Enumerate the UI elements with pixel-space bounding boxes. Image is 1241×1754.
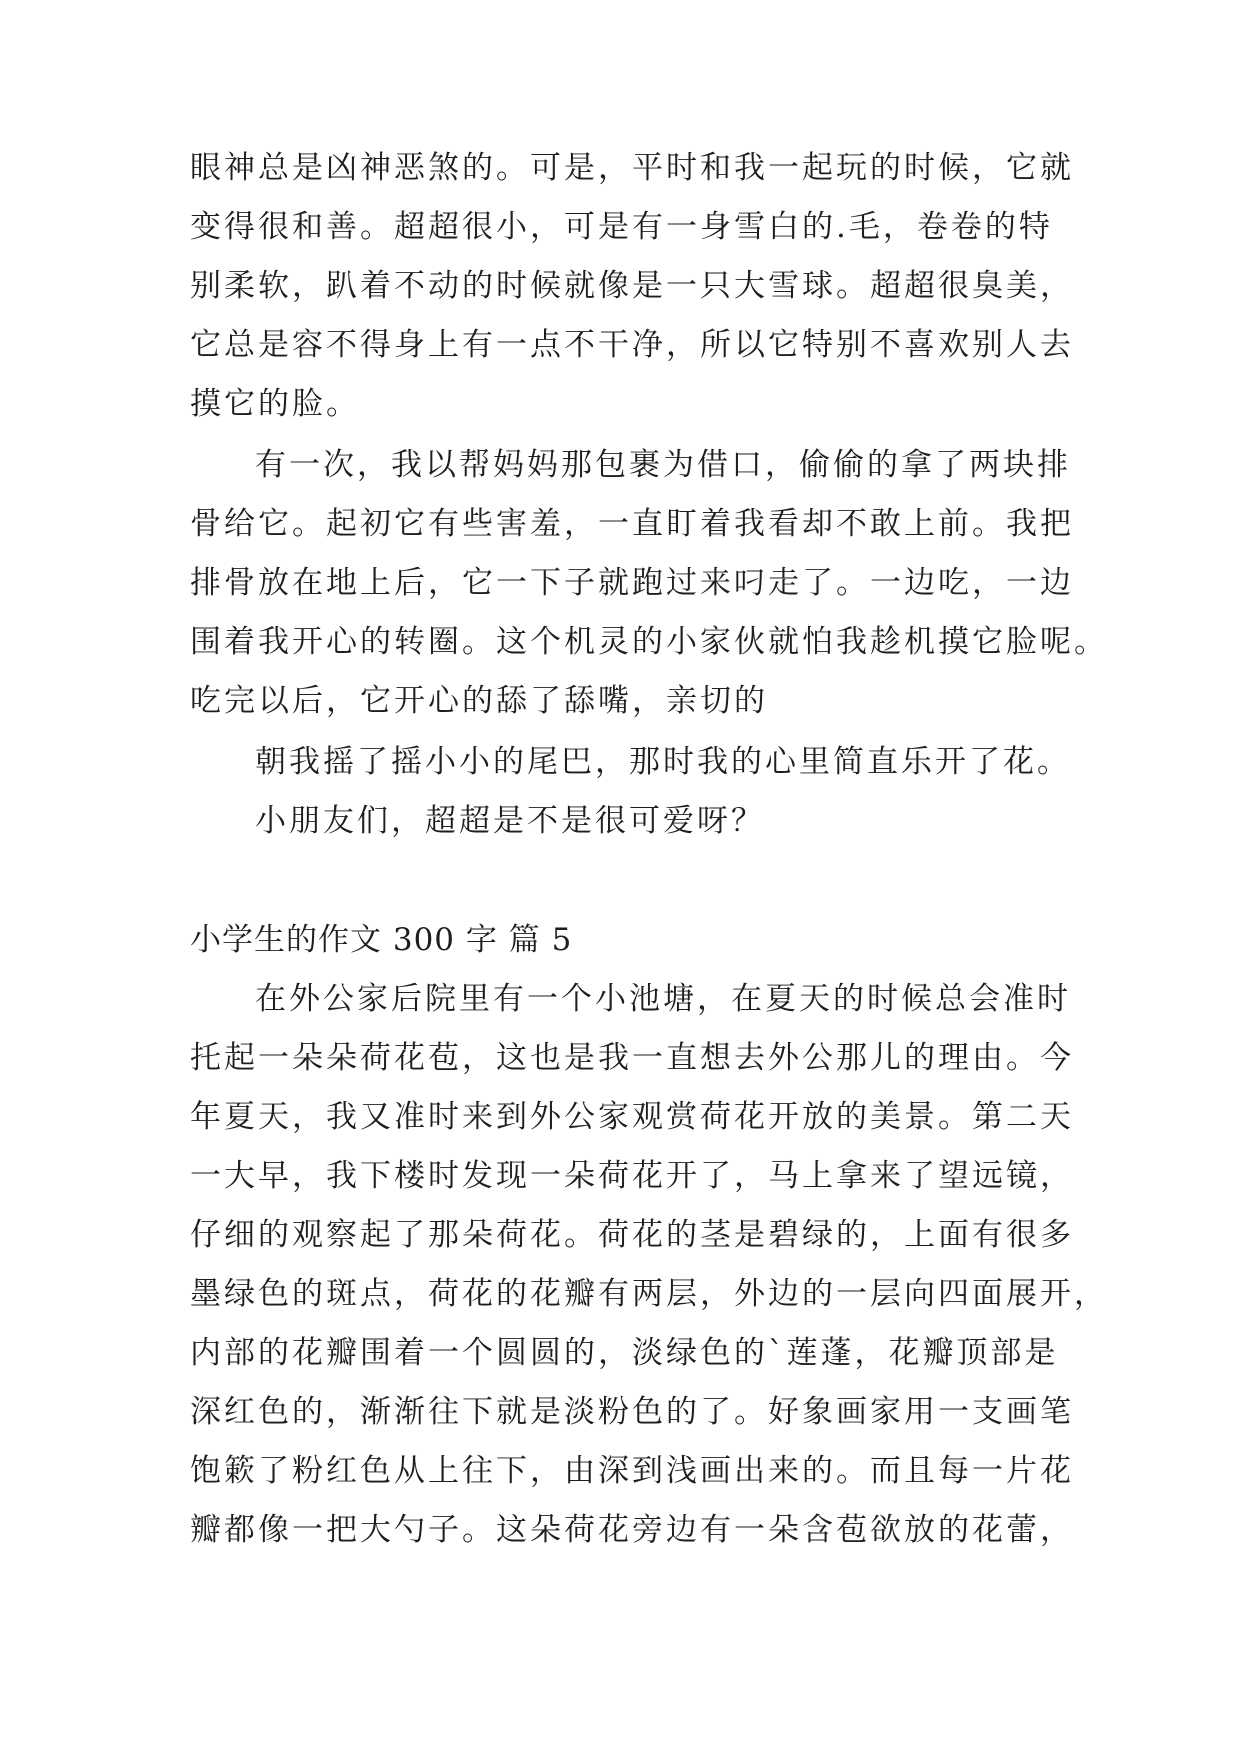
text-line: 一大早，我下楼时发现一朵荷花开了，马上拿来了望远镜， — [190, 1158, 1074, 1194]
text-line: 它总是容不得身上有一点不干净，所以它特别不喜欢别人去 — [190, 327, 1074, 363]
text-line: 年夏天，我又准时来到外公家观赏荷花开放的美景。第二天 — [190, 1099, 1074, 1135]
paragraph-first-line: 有一次，我以帮妈妈那包裹为借口，偷偷的拿了两块排 — [255, 447, 1071, 483]
text-line: 别柔软，趴着不动的时候就像是一只大雪球。超超很臭美， — [190, 268, 1074, 304]
text-line: 变得很和善。超超很小，可是有一身雪白的.毛，卷卷的特 — [190, 209, 1053, 245]
paragraph-first-line: 小朋友们，超超是不是很可爱呀？ — [255, 803, 765, 839]
text-line: 饱簌了粉红色从上往下，由深到浅画出来的。而且每一片花 — [190, 1453, 1074, 1489]
text-line: 排骨放在地上后，它一下子就跑过来叼走了。一边吃，一边 — [190, 565, 1074, 601]
text-line: 托起一朵朵荷花苞，这也是我一直想去外公那儿的理由。今 — [190, 1040, 1074, 1076]
text-line: 墨绿色的斑点，荷花的花瓣有两层，外边的一层向四面展开， — [190, 1276, 1108, 1312]
text-line: 内部的花瓣围着一个圆圆的，淡绿色的`莲蓬，花瓣顶部是 — [190, 1335, 1059, 1371]
text-line: 深红色的，渐渐往下就是淡粉色的了。好象画家用一支画笔 — [190, 1394, 1074, 1430]
text-line: 围着我开心的转圈。这个机灵的小家伙就怕我趁机摸它脸呢。 — [190, 624, 1108, 660]
text-line: 摸它的脸。 — [190, 386, 360, 422]
text-line: 吃完以后，它开心的舔了舔嘴，亲切的 — [190, 683, 768, 719]
text-line: 瓣都像一把大勺子。这朵荷花旁边有一朵含苞欲放的花蕾， — [190, 1512, 1074, 1548]
paragraph-first-line: 在外公家后院里有一个小池塘，在夏天的时候总会准时 — [255, 981, 1071, 1017]
text-line: 眼神总是凶神恶煞的。可是，平时和我一起玩的时候，它就 — [190, 150, 1074, 186]
text-line: 仔细的观察起了那朵荷花。荷花的茎是碧绿的，上面有很多 — [190, 1217, 1074, 1253]
section-heading: 小学生的作文 300 字 篇 5 — [190, 922, 573, 958]
text-line: 骨给它。起初它有些害羞，一直盯着我看却不敢上前。我把 — [190, 506, 1074, 542]
paragraph-first-line: 朝我摇了摇小小的尾巴，那时我的心里简直乐开了花。 — [255, 744, 1071, 780]
